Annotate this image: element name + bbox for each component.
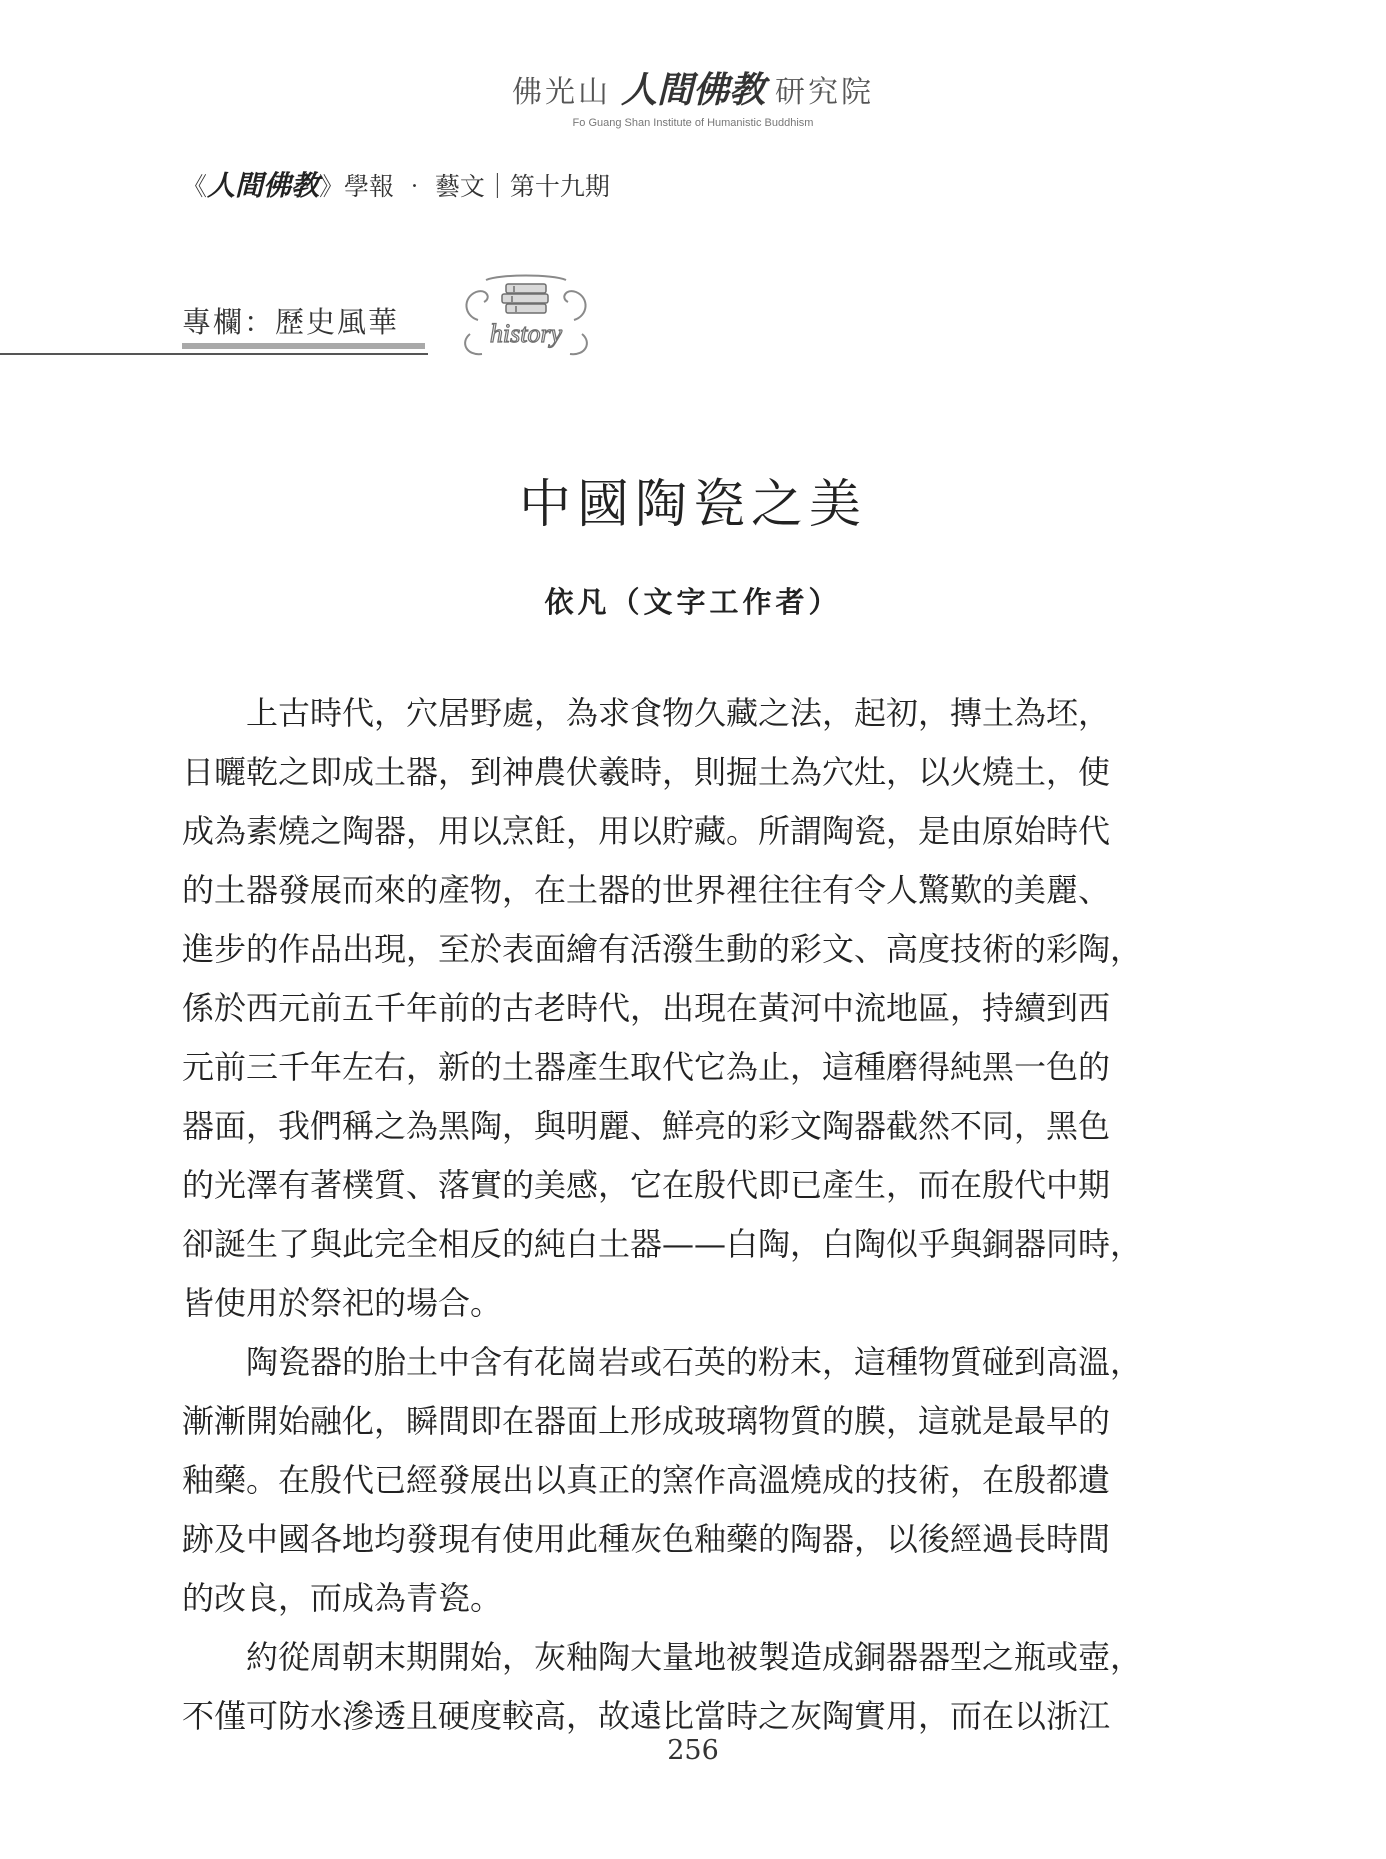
body-line: 的光澤有著樸質、落實的美感，它在殷代即已產生，而在殷代中期 <box>182 1166 1111 1204</box>
body-line: 漸漸開始融化，瞬間即在器面上形成玻璃物質的膜，這就是最早的 <box>182 1402 1111 1440</box>
article-title: 中國陶瓷之美 <box>518 475 867 535</box>
books-icon <box>502 284 548 313</box>
body-line: 約從周朝末期開始，灰釉陶大量地被製造成銅器器型之瓶或壺， <box>246 1638 1143 1676</box>
body-line: 成為素燒之陶器，用以烹飪，用以貯藏。所謂陶瓷，是由原始時代 <box>182 812 1111 850</box>
article-author: 依凡（文字工作者） <box>544 585 842 619</box>
journal-open-bracket: 《 <box>182 172 208 201</box>
body-line: 陶瓷器的胎土中含有花崗岩或石英的粉末，這種物質碰到高溫， <box>246 1343 1143 1381</box>
institute-name <box>512 62 874 113</box>
history-logo <box>456 272 596 362</box>
body-line: 的改良，而成為青瓷。 <box>182 1579 503 1617</box>
history-logo-text: history <box>489 319 563 348</box>
body-line: 進步的作品出現，至於表面繪有活潑生動的彩文、高度技術的彩陶， <box>182 930 1143 968</box>
column-heading-underline <box>182 343 425 349</box>
article-body <box>182 684 1182 1746</box>
body-line: 釉藥。在殷代已經發展出以真正的窯作高溫燒成的技術，在殷都遺 <box>182 1461 1111 1499</box>
body-line: 皆使用於祭祀的場合。 <box>182 1284 503 1322</box>
journal-issue-info: 》學報 ‧ 藝文｜第十九期 <box>319 172 610 201</box>
body-line: 上古時代，穴居野處，為求食物久藏之法，起初，摶土為坯， <box>246 694 1111 732</box>
institute-header <box>0 62 1386 129</box>
body-line: 的土器發展而來的產物，在土器的世界裡往往有令人驚歎的美麗、 <box>182 871 1111 909</box>
journal-brand-logotype: 人間佛教 <box>207 169 320 202</box>
column-rule <box>0 353 428 355</box>
body-line: 不僅可防水滲透且硬度較高，故遠比當時之灰陶實用，而在以浙江 <box>182 1697 1111 1735</box>
body-line: 元前三千年左右，新的土器產生取代它為止，這種磨得純黑一色的 <box>182 1048 1111 1086</box>
column-heading: 專欄：歷史風華 <box>182 305 400 339</box>
institute-english-name: Fo Guang Shan Institute of Humanistic Buddhism <box>572 117 814 129</box>
body-line: 卻誕生了與此完全相反的純白土器——白陶，白陶似乎與銅器同時， <box>182 1225 1143 1263</box>
body-line: 跡及中國各地均發現有使用此種灰色釉藥的陶器，以後經過長時間 <box>182 1520 1111 1558</box>
body-line: 係於西元前五千年前的古老時代，出現在黃河中流地區，持續到西 <box>182 989 1111 1027</box>
body-line: 器面，我們稱之為黑陶，與明麗、鮮亮的彩文陶器截然不同，黑色 <box>182 1107 1111 1145</box>
body-line: 日曬乾之即成土器，到神農伏羲時，則掘土為穴灶，以火燒土，使 <box>182 753 1111 791</box>
institute-brand-logotype: 人間佛教 <box>620 69 765 111</box>
journal-running-head <box>182 164 610 204</box>
page-number: 256 <box>667 1735 719 1766</box>
institute-suffix: 研究院 <box>775 75 874 110</box>
institute-prefix: 佛光山 <box>511 75 611 110</box>
